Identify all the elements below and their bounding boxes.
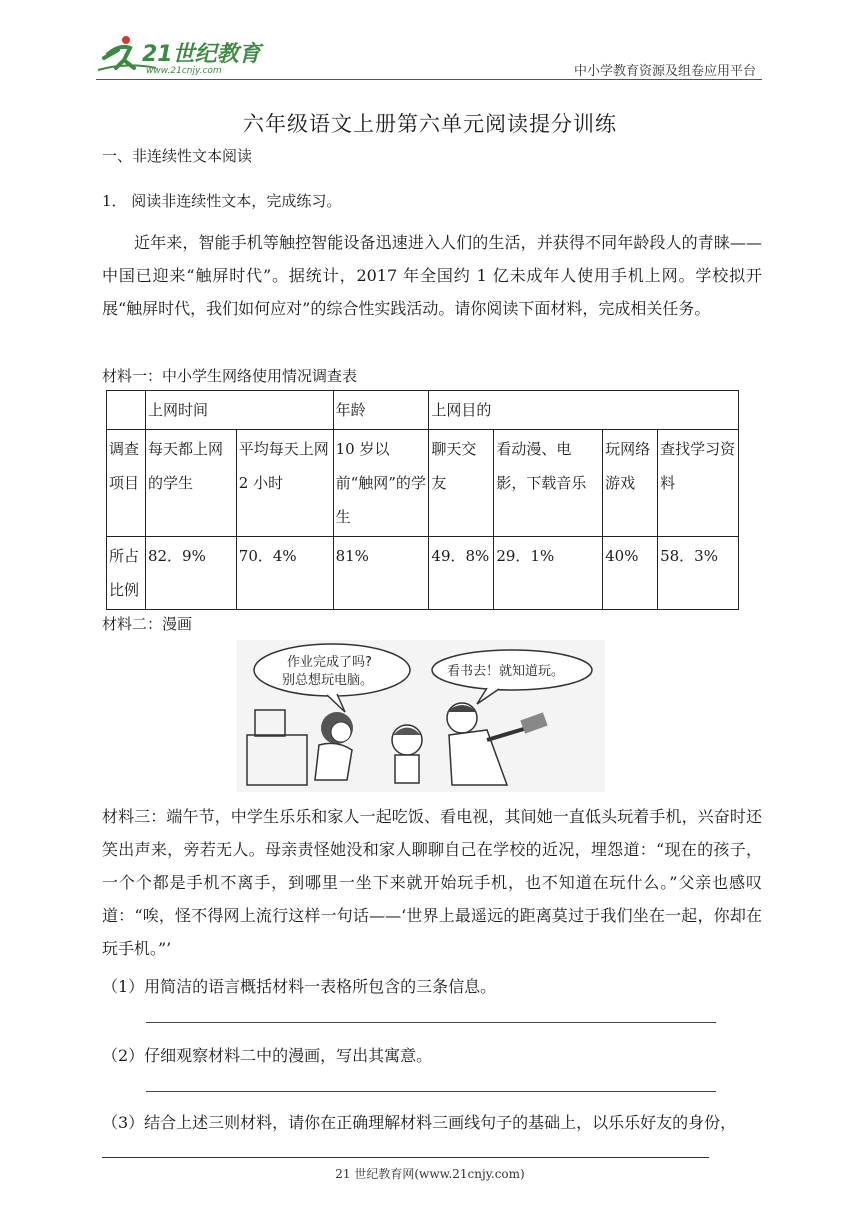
- table-value: 40%: [603, 537, 658, 610]
- footer-divider: [102, 1157, 709, 1158]
- bubble-left-line1: 作业完成了吗?: [287, 655, 372, 670]
- table-cell: [107, 391, 146, 430]
- intro-paragraph: 近年来，智能手机等触控智能设备迅速进入人们的生活，并获得不同年龄段人的青睐——中国已迎来“触屏时代”。据统计，2017 年全国约 1 亿未成年人使用手机上网。学校拟开展“触屏时代，我们如何应对”的综合性实践活动。请你阅读下面材料，完成相关任务。: [102, 233, 762, 318]
- table-item: 看动漫、电影，下载音乐: [494, 430, 603, 537]
- table-item: 聊天交友: [429, 430, 494, 537]
- table-item: 玩网络游戏: [603, 430, 658, 537]
- footer-text: 21 世纪教育网(www.21cnjy.com): [335, 1167, 525, 1181]
- table-item: 查找学习资料: [658, 430, 739, 537]
- task-3: （3）结合上述三则材料，请你在正确理解材料三画线句子的基础上，以乐乐好友的身份，: [102, 1113, 737, 1132]
- table-value: 49．8%: [429, 537, 494, 610]
- answer-line: [146, 1022, 716, 1023]
- page-title: 六年级语文上册第六单元阅读提分训练: [243, 112, 617, 136]
- table-row: [107, 430, 739, 537]
- logo-21cnjy: [96, 34, 266, 76]
- table-value: 82．9%: [145, 537, 236, 610]
- logo-text: 21世纪教育: [142, 42, 261, 67]
- material3-paragraph: 材料三：端午节，中学生乐乐和家人一起吃饭、看电视，其间她一直低头玩着手机，兴奋时还笑出声来，旁若无人。母亲责怪她没和家人聊聊自己在学校的近况，埋怨道：“现在的孩子，一个个都是手机不离手，到哪里一坐下来就开始玩手机，也不知道在玩什么。”父亲也感叹道：“唉，怪不得网上流行这样一句话——‘世界上最遥远的距离莫过于我们坐在一起，你却在玩手机。”’: [102, 807, 762, 958]
- row-header: 所占比例: [107, 537, 146, 610]
- bubble-right-text: 看书去！就知道玩。: [447, 664, 565, 679]
- header-divider: [96, 79, 762, 80]
- table-item: 每天都上网的学生: [145, 430, 236, 537]
- bubble-left-line2: 别总想玩电脑。: [282, 673, 374, 688]
- table-value: 29．1%: [494, 537, 603, 610]
- row-header: 调查项目: [107, 430, 146, 537]
- table-item: 10 岁以前“触网”的学生: [333, 430, 429, 537]
- answer-line: [146, 1091, 716, 1092]
- table-value: 70．4%: [236, 537, 333, 610]
- material1-label: 材料一：中小学生网络使用情况调查表: [102, 367, 358, 385]
- material2-label: 材料二：漫画: [102, 615, 193, 633]
- table-value: 81%: [333, 537, 429, 610]
- cartoon-image: [237, 640, 605, 792]
- platform-name: 中小学教育资源及组卷应用平台: [573, 64, 756, 79]
- table-group-header: 上网目的: [429, 391, 739, 430]
- table-group-header: 年龄: [333, 391, 429, 430]
- task-1: （1）用简洁的语言概括材料一表格所包含的三条信息。: [102, 977, 497, 996]
- table-row: [107, 537, 739, 610]
- table-item: 平均每天上网 2 小时: [236, 430, 333, 537]
- question-prompt: 1． 阅读非连续性文本，完成练习。: [102, 192, 342, 210]
- task-2: （2）仔细观察材料二中的漫画，写出其寓意。: [102, 1046, 433, 1065]
- page-header: [96, 30, 762, 80]
- logo-url: www.21cnjy.com: [146, 66, 222, 76]
- table-value: 58．3%: [658, 537, 739, 610]
- survey-table: [106, 390, 739, 610]
- table-group-header: 上网时间: [145, 391, 333, 430]
- section-heading: 一、非连续性文本阅读: [102, 147, 253, 165]
- table-row: [107, 391, 739, 430]
